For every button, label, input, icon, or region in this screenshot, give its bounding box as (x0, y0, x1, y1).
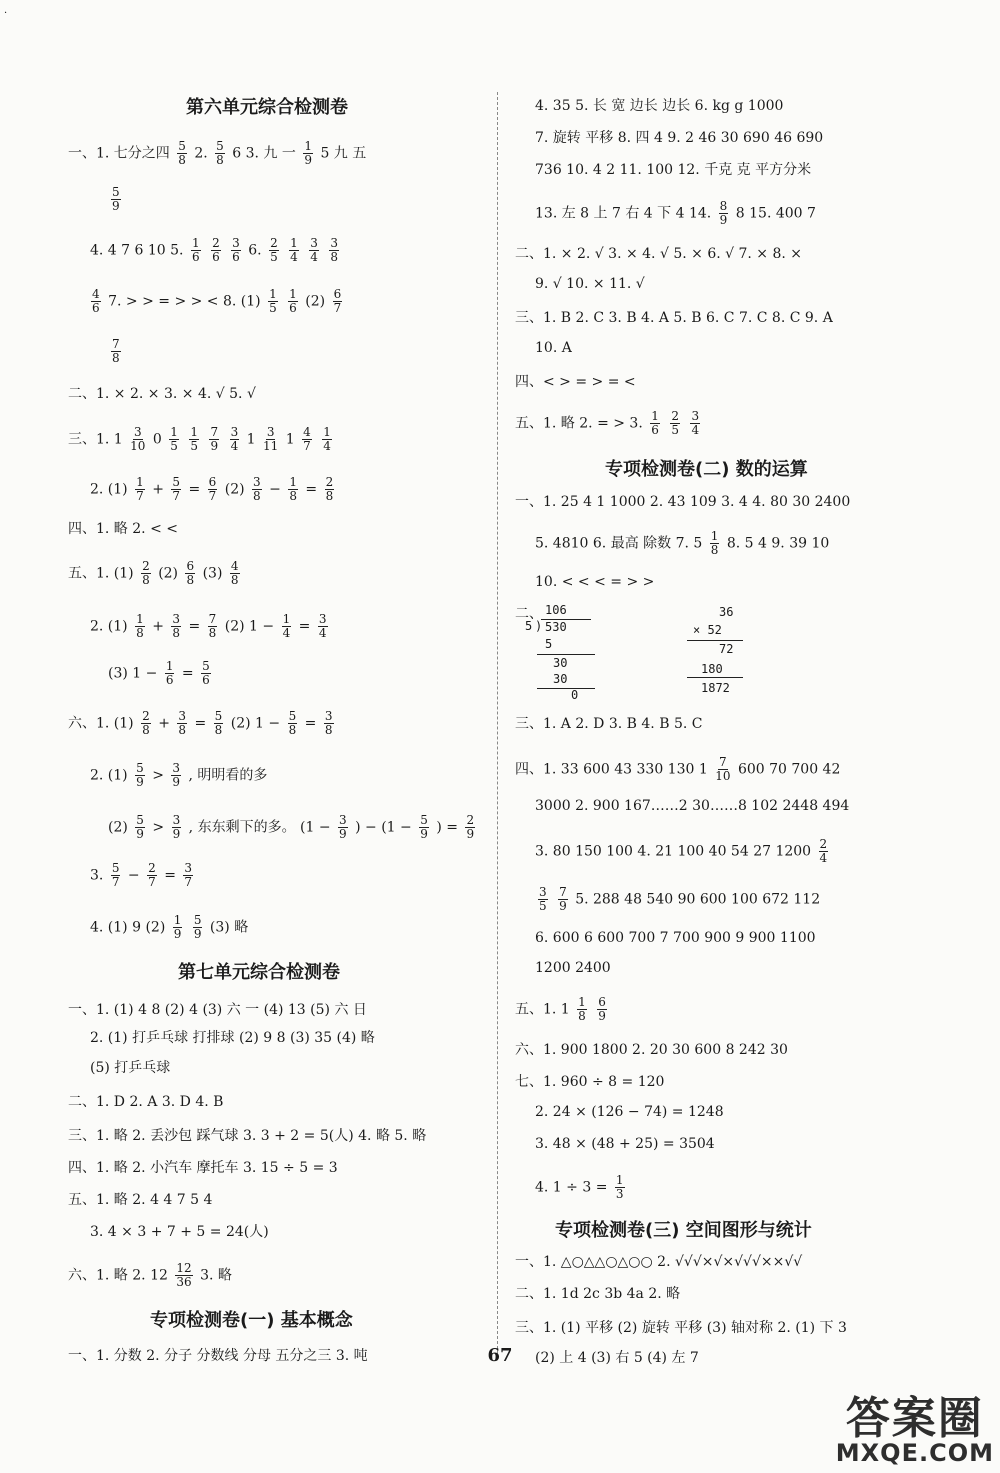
fraction: $\frac{3}{10}$ (130, 425, 146, 453)
answer-line: (5) 打乒乓球 (90, 1060, 171, 1076)
fraction: $\frac{5}{7}$ (172, 475, 181, 503)
fraction: $\frac{3}{6}$ (232, 236, 240, 264)
answer-line: 二、1. × 2. × 3. × 4. √ 5. √ (68, 386, 256, 402)
answer-line: 五、1. 略 2. 4 4 7 5 4 (68, 1192, 213, 1208)
fraction: $\frac{6}{7}$ (208, 475, 217, 503)
answer-line: 五、1. (1) $\frac{2}{8}$ (2) $\frac{6}{8}$ (3) $\frac{4}{8}$ (68, 559, 239, 587)
fraction: $\frac{7}{8}$ (208, 612, 217, 640)
fraction: $\frac{3}{4}$ (230, 425, 239, 453)
fraction: $\frac{5}{7}$ (111, 861, 120, 889)
answer-line: 三、1. B 2. C 3. B 4. A 5. B 6. C 7. C 8. C 9. A (515, 310, 833, 326)
fraction: $\frac{1}{4}$ (323, 425, 331, 453)
answer-line: 6. 600 6 600 700 7 700 900 9 900 1100 (535, 930, 816, 946)
answer-line: 736 10. 4 2 11. 100 12. 千克 克 平方分米 (535, 162, 812, 178)
answer-line: 1200 2400 (535, 960, 611, 976)
fraction: $\frac{4}{8}$ (230, 559, 239, 587)
fraction: $\frac{5}{9}$ (136, 761, 144, 789)
fraction: $\frac{5}{9}$ (420, 813, 428, 841)
answer-line: 二、 (515, 606, 543, 622)
fraction: $\frac{1}{4}$ (282, 612, 291, 640)
fraction: $\frac{5}{9}$ (193, 913, 202, 941)
fraction: $\frac{1}{9}$ (173, 913, 182, 941)
answer-line: 一、1. 25 4 1 1000 2. 43 109 3. 4 4. 80 30 2400 (515, 494, 851, 510)
fraction: $\frac{1}{8}$ (710, 529, 719, 557)
answer-line (108, 186, 124, 213)
answer-line: 2. (1) $\frac{5}{9}$ > $\frac{3}{9}$ , 明明看的多 (90, 761, 268, 789)
answer-line: 4. 1 ÷ 3 = $\frac{1}{3}$ (535, 1173, 624, 1201)
fraction: $\frac{5}{9}$ (136, 813, 144, 841)
answer-line: 13. 左 8 上 7 右 4 下 4 14. $\frac{8}{9}$ 8 15. 400 7 (535, 199, 816, 227)
fraction: $\frac{3}{4}$ (318, 612, 327, 640)
answer-line: 五、1. 1 $\frac{1}{8}$ $\frac{6}{9}$ (515, 995, 606, 1023)
answer-line: 一、1. (1) 4 8 (2) 4 (3) 六 一 (4) 13 (5) 六 日 (68, 1002, 367, 1018)
answer-line: 9. √ 10. × 11. √ (535, 276, 645, 292)
answer-line: 四、1. 略 2. < < (68, 521, 178, 537)
heading-unit-7: 第七单元综合检测卷 (178, 962, 340, 983)
answer-line: 2. 24 × (126 − 74) = 1248 (535, 1104, 724, 1120)
answer-line: 3000 2. 900 167……2 30……8 102 2448 494 (535, 798, 850, 814)
fraction: $\frac{3}{11}$ (263, 425, 279, 453)
answer-line: 三、1. 略 2. 丢沙包 踩气球 3. 3 + 2 = 5(人) 4. 略 5. 略 (68, 1128, 427, 1144)
answer-line: 二、1. × 2. √ 3. × 4. √ 5. × 6. √ 7. × 8. × (515, 246, 803, 262)
answer-line: 3. 80 150 100 4. 21 100 40 54 27 1200 $\frac{2}{4}$ (535, 837, 828, 865)
fraction: $\frac{2}{8}$ (142, 559, 150, 587)
fraction: $\frac{3}{9}$ (339, 813, 347, 841)
fraction: $\frac{6}{8}$ (186, 559, 195, 587)
answer-line: 5. 4810 6. 最高 除数 7. 5 $\frac{1}{8}$ 8. 5 4 9. 39 10 (535, 529, 830, 557)
watermark-text: 答案圈 (845, 1393, 984, 1444)
fraction: $\frac{6}{9}$ (598, 995, 606, 1023)
fraction: $\frac{3}{7}$ (184, 861, 193, 889)
fraction: $\frac{1}{3}$ (615, 1173, 624, 1201)
fraction: $\frac{1}{6}$ (165, 659, 174, 687)
heading-special-1: 专项检测卷(一) 基本概念 (150, 1310, 353, 1331)
fraction: $\frac{2}{7}$ (148, 861, 156, 889)
answer-line: 三、1. A 2. D 3. B 4. B 5. C (515, 716, 703, 732)
fraction: $\frac{1}{6}$ (191, 236, 200, 264)
fraction: $\frac{2}{4}$ (819, 837, 828, 865)
fraction: $\frac{5}{8}$ (178, 139, 186, 167)
fraction: $\frac{5}{8}$ (214, 709, 223, 737)
answer-line: 3. $\frac{5}{7}$ − $\frac{2}{7}$ = $\frac{3}{7}$ (90, 861, 193, 889)
answer-line: 四、1. 略 2. 小汽车 摩托车 3. 15 ÷ 5 = 3 (68, 1160, 338, 1176)
fraction: $\frac{12}{36}$ (176, 1261, 192, 1289)
answer-line: 4. 4 7 6 10 5. $\frac{1}{6}$ $\frac{2}{6}$ $\frac{3}{6}$ 6. $\frac{2}{5}$ $\frac{1}{4}$ $\frac{3}{4}$ $\frac{3}{8}$ (90, 236, 338, 264)
fraction: $\frac{3}{8}$ (330, 236, 338, 264)
fraction: $\frac{3}{5}$ (539, 885, 547, 913)
fraction: $\frac{5}{8}$ (216, 139, 224, 167)
answer-line: 五、1. 略 2. = > 3. $\frac{1}{6}$ $\frac{2}{5}$ $\frac{3}{4}$ (515, 409, 700, 437)
fraction: $\frac{2}{9}$ (466, 813, 475, 841)
fraction: $\frac{1}{9}$ (304, 139, 312, 167)
fraction: $\frac{3}{8}$ (324, 709, 333, 737)
fraction: $\frac{2}{5}$ (270, 236, 278, 264)
fraction: $\frac{1}{5}$ (170, 425, 178, 453)
answer-line: 2. (1) 打乒乓球 打排球 (2) 9 8 (3) 35 (4) 略 (90, 1030, 375, 1046)
watermark-url: MXQE.COM (835, 1439, 994, 1467)
fraction: $\frac{7}{8}$ (112, 337, 120, 365)
answer-line: 7. 旋转 平移 8. 四 4 9. 2 46 30 690 46 690 (535, 130, 824, 146)
fraction: $\frac{6}{7}$ (333, 287, 342, 315)
answer-line: 4. 35 5. 长 宽 边长 边长 6. kg g 1000 (535, 98, 784, 114)
answer-line: 四、1. 33 600 43 330 130 1 $\frac{7}{10}$ 600 70 700 42 (515, 755, 841, 783)
answer-line: 10. A (535, 340, 572, 356)
answer-line: 2. (1) $\frac{1}{7}$ + $\frac{5}{7}$ = $\frac{6}{7}$ (2) $\frac{3}{8}$ − $\frac{1}{8}$ = $\frac{2}{8}$ (90, 475, 334, 503)
fraction: $\frac{1}{8}$ (136, 612, 144, 640)
answer-line: 一、1. 分数 2. 分子 分数线 分母 五分之三 3. 吨 (68, 1348, 368, 1364)
fraction: $\frac{7}{9}$ (559, 885, 567, 913)
fraction: $\frac{3}{9}$ (172, 813, 181, 841)
fraction: $\frac{8}{9}$ (719, 199, 728, 227)
fraction: $\frac{1}{4}$ (290, 236, 298, 264)
fraction: $\frac{7}{10}$ (715, 755, 731, 783)
fraction: $\frac{5}{9}$ (112, 185, 120, 213)
answer-line: (2) 上 4 (3) 右 5 (4) 左 7 (535, 1350, 699, 1366)
answer-line: 六、1. 900 1800 2. 20 30 600 8 242 30 (515, 1042, 788, 1058)
heading-unit-6: 第六单元综合检测卷 (186, 97, 348, 118)
answer-line: 10. < < < = > > (535, 574, 655, 590)
fraction: $\frac{3}{8}$ (253, 475, 261, 503)
answer-line: 一、1. 七分之四 $\frac{5}{8}$ 2. $\frac{5}{8}$ 6 3. 九 一 $\frac{1}{9}$ 5 九 五 (68, 139, 367, 167)
fraction: $\frac{7}{9}$ (210, 425, 219, 453)
answer-line: 六、1. (1) $\frac{2}{8}$ + $\frac{3}{8}$ = $\frac{5}{8}$ (2) 1 − $\frac{5}{8}$ = $\frac{3}{8}$ (68, 709, 333, 737)
answer-line: 七、1. 960 ÷ 8 = 120 (515, 1074, 665, 1090)
fraction: $\frac{1}{5}$ (190, 425, 199, 453)
answer-line: 二、1. 1d 2c 3b 4a 2. 略 (515, 1286, 681, 1302)
fraction: $\frac{3}{4}$ (691, 409, 700, 437)
answer-line: $\frac{3}{5}$ $\frac{7}{9}$ 5. 288 48 540 90 600 100 672 112 (539, 885, 821, 913)
answer-line: 3. 48 × (48 + 25) = 3504 (535, 1136, 715, 1152)
watermark-logo (835, 1393, 994, 1467)
answer-line: 四、< > = > = < (515, 374, 636, 390)
answer-line: 2. (1) $\frac{1}{8}$ + $\frac{3}{8}$ = $\frac{7}{8}$ (2) 1 − $\frac{1}{4}$ = $\frac{3}{4}$ (90, 612, 327, 640)
answer-line: 一、1. △○△△○△○○ 2. √√√×√×√√√××√√ (515, 1254, 803, 1270)
fraction: $\frac{1}{7}$ (136, 475, 144, 503)
fraction: $\frac{3}{9}$ (172, 761, 181, 789)
corner-mark: · (4, 8, 8, 19)
answer-line (108, 338, 124, 365)
fraction: $\frac{1}{8}$ (578, 995, 586, 1023)
fraction: $\frac{5}{6}$ (202, 659, 210, 687)
fraction: $\frac{3}{8}$ (172, 612, 181, 640)
fraction: $\frac{2}{5}$ (671, 409, 679, 437)
heading-special-2: 专项检测卷(二) 数的运算 (605, 459, 808, 480)
fraction: $\frac{3}{4}$ (310, 236, 318, 264)
fraction: $\frac{2}{6}$ (212, 236, 220, 264)
fraction: $\frac{1}{8}$ (289, 475, 297, 503)
fraction: $\frac{2}{8}$ (142, 709, 150, 737)
fraction: $\frac{1}{5}$ (269, 287, 277, 315)
fraction: $\frac{1}{6}$ (651, 409, 659, 437)
fraction: $\frac{2}{8}$ (325, 475, 334, 503)
fraction: $\frac{4}{6}$ (92, 287, 100, 315)
page-number: 67 (487, 1345, 513, 1366)
answer-line: (2) $\frac{5}{9}$ > $\frac{3}{9}$ , 东东剩下的多。 (1 − $\frac{3}{9}$ ) − (1 − $\frac{5}{9}$ ) = $\frac{2}{9}$ (108, 813, 475, 841)
answer-line: 六、1. 略 2. 12 $\frac{12}{36}$ 3. 略 (68, 1261, 232, 1289)
answer-line: 4. (1) 9 (2) $\frac{1}{9}$ $\frac{5}{9}$ (3) 略 (90, 913, 249, 941)
fraction: $\frac{1}{6}$ (289, 287, 297, 315)
answer-line: 三、1. 1 $\frac{3}{10}$ 0 $\frac{1}{5}$ $\frac{1}{5}$ $\frac{7}{9}$ $\frac{3}{4}$ 1 $\frac{3}{11}$ 1 $\frac{4}{7}$ $\frac{1}{4}$ (68, 425, 331, 453)
answer-line: 二、1. D 2. A 3. D 4. B (68, 1094, 224, 1110)
answer-line: (3) 1 − $\frac{1}{6}$ = $\frac{5}{6}$ (108, 659, 210, 687)
answer-line: 三、1. (1) 平移 (2) 旋转 平移 (3) 轴对称 2. (1) 下 3 (515, 1320, 847, 1336)
heading-special-3: 专项检测卷(三) 空间图形与统计 (555, 1220, 812, 1241)
column-divider (497, 92, 498, 1354)
fraction: $\frac{3}{8}$ (178, 709, 187, 737)
fraction: $\frac{5}{8}$ (288, 709, 297, 737)
answer-line: 3. 4 × 3 + 7 + 5 = 24(人) (90, 1224, 269, 1240)
fraction: $\frac{4}{7}$ (303, 425, 311, 453)
answer-line: $\frac{4}{6}$ 7. > > = > > < 8. (1) $\frac{1}{5}$ $\frac{1}{6}$ (2) $\frac{6}{7}$ (92, 287, 342, 315)
